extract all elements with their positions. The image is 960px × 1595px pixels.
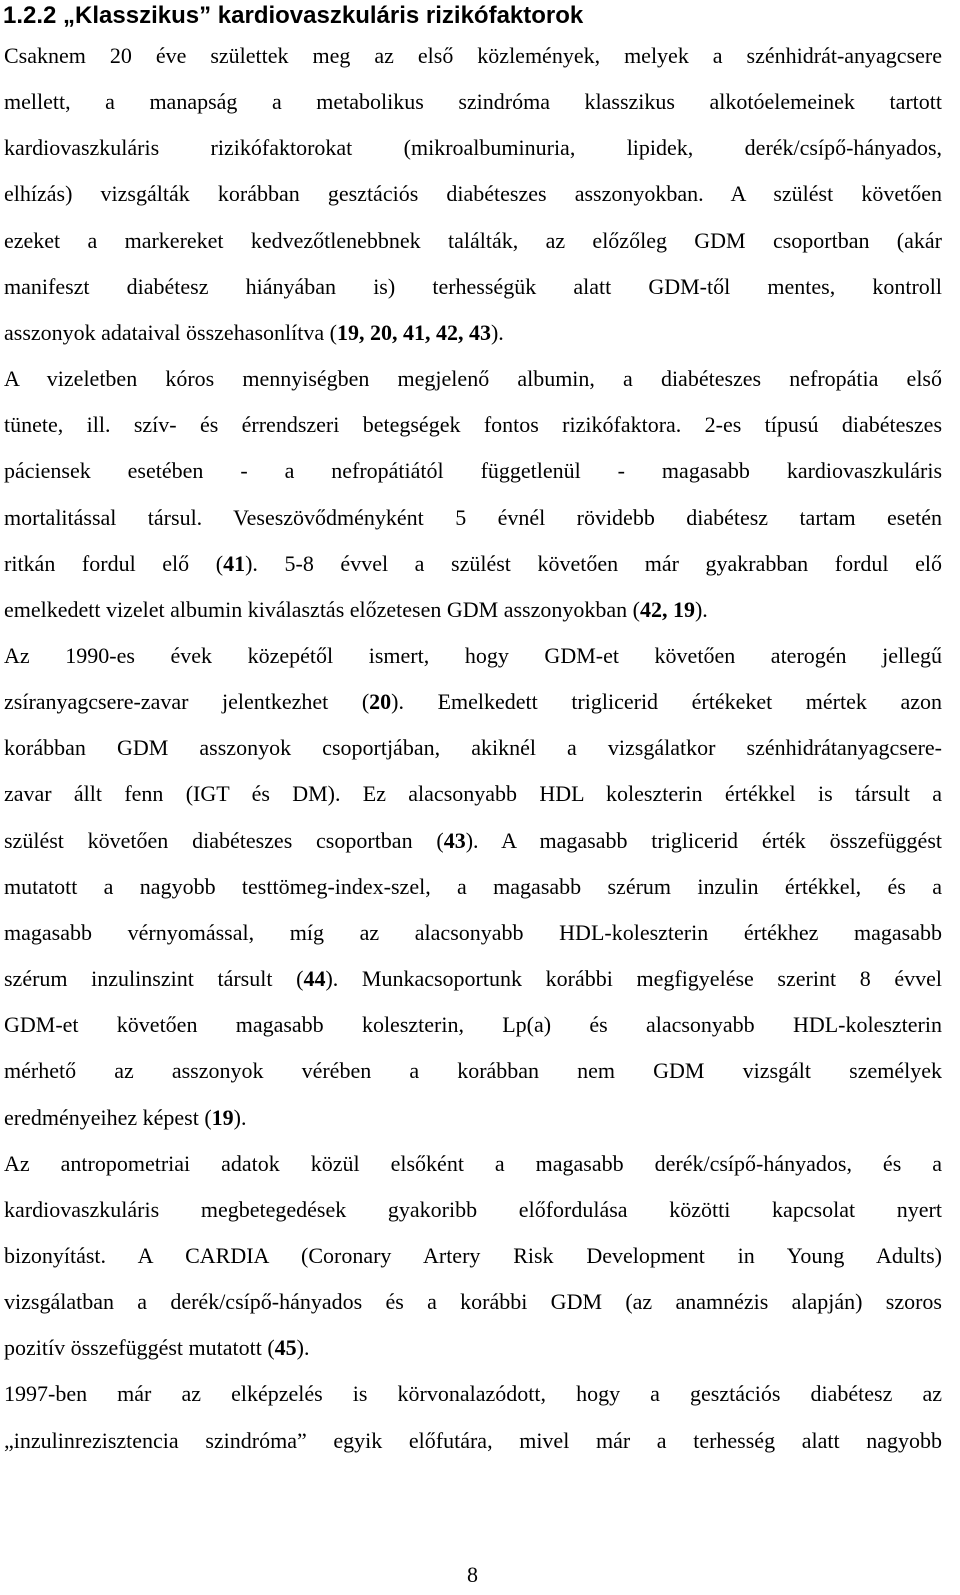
section-heading: 1.2.2 „Klasszikus” kardiovaszkuláris rizikófaktorok	[3, 2, 584, 29]
text-run: zsíranyagcsere-zavar jelentkezhet (	[4, 689, 370, 715]
text-line	[4, 496, 942, 540]
text-line	[4, 1234, 942, 1278]
text-run: 1997-ben már az elképzelés is körvonalazódott, hogy a gesztációs diabétesz az	[4, 1381, 942, 1407]
text-run: ).	[233, 1104, 247, 1130]
text-run: ). Emelkedett triglicerid értékeket mértek azon	[391, 689, 942, 715]
text-run: Az 1990-es évek közepétől ismert, hogy GDM-et követően aterogén jellegű	[4, 642, 942, 668]
text-line	[4, 957, 942, 1001]
page-number: 8	[467, 1562, 478, 1587]
text-run: mutatott a nagyobb testtömeg-index-szel, a magasabb szérum inzulin értékkel, és a	[4, 873, 942, 899]
text-line	[4, 634, 942, 678]
citation-ref: 20	[369, 689, 392, 715]
text-run: szérum inzulinszint társult (	[4, 966, 304, 991]
text-line	[4, 172, 942, 216]
text-run: páciensek esetében - a nefropátiától függetlenül - magasabb kardiovaszkuláris	[4, 458, 942, 484]
text-run: GDM-et követően magasabb koleszterin, Lp(a) és alacsonyabb HDL-koleszterin	[4, 1012, 942, 1038]
text-run: korábban GDM asszonyok csoportjában, akiknél a vizsgálatkor szénhidrátanyagcsere-	[4, 735, 942, 761]
text-line	[4, 1372, 942, 1416]
text-run: asszonyok adataival összehasonlítva (	[4, 319, 337, 345]
text-run: ). Munkacsoportunk korábbi megfigyelése szerint 8 évvel	[325, 966, 942, 991]
text-line	[4, 219, 942, 263]
text-run: ).	[490, 319, 504, 345]
text-run: magasabb vérnyomással, míg az alacsonyabb HDL-koleszterin értékhez magasabb	[4, 919, 942, 945]
text-line	[4, 449, 942, 493]
text-run: emelkedett vizelet albumin kiválasztás előzetesen GDM asszonyokban (	[4, 596, 640, 622]
text-line	[4, 1142, 942, 1186]
text-run: mortalitással társul. Veseszövődményként 5 évnél rövidebb diabétesz tartam esetén	[4, 504, 942, 530]
text-run: elhízás) vizsgálták korábban gesztációs diabéteszes asszonyokban. A szülést követően	[4, 181, 942, 207]
text-line	[4, 1049, 942, 1093]
text-run: ).	[296, 1335, 310, 1361]
text-run: zavar állt fenn (IGT és DM). Ez alacsonyabb HDL koleszterin értékkel is társult a	[4, 781, 942, 807]
text-line	[4, 772, 942, 816]
text-run: ritkán fordul elő (	[4, 550, 224, 576]
text-run: pozitív összefüggést mutatott (	[4, 1335, 275, 1361]
text-run: eredményeihez képest (	[4, 1104, 212, 1130]
text-line	[4, 542, 942, 586]
text-run: ). 5-8 évvel a szülést követően már gyakrabban fordul elő	[245, 550, 942, 576]
text-run: manifeszt diabétesz hiányában is) terhességük alatt GDM-től mentes, kontroll	[4, 273, 942, 299]
text-line	[4, 865, 942, 909]
citation-ref: 44	[303, 966, 326, 991]
text-line	[4, 1419, 942, 1463]
text-run: szülést követően diabéteszes csoportban (	[4, 827, 444, 853]
text-run: ). A magasabb triglicerid érték összefüggést	[465, 827, 942, 853]
citation-ref: 19, 20, 41, 42, 43	[336, 319, 491, 345]
text-line	[4, 911, 942, 955]
citation-ref: 41	[223, 550, 246, 576]
text-run: ezeket a markereket kedvezőtlenebbnek találták, az előzőleg GDM csoportban (akár	[4, 227, 942, 253]
text-run: mérhető az asszonyok vérében a korábban nem GDM vizsgált személyek	[4, 1058, 942, 1084]
text-line	[4, 265, 942, 309]
text-line	[4, 311, 942, 355]
text-run: A vizeletben kóros mennyiségben megjelenő albumin, a diabéteszes nefropátia első	[4, 366, 942, 392]
text-run: ).	[694, 596, 708, 622]
text-line	[4, 726, 942, 770]
text-line	[4, 80, 942, 124]
text-line	[4, 1280, 942, 1324]
text-run: Csaknem 20 éve születtek meg az első közlemények, melyek a szénhidrát-anyagcsere	[4, 43, 942, 68]
text-line	[4, 819, 942, 863]
citation-ref: 42, 19	[639, 596, 695, 622]
citation-ref: 45	[274, 1335, 297, 1361]
text-line	[4, 403, 942, 447]
text-line	[4, 680, 942, 724]
text-run: mellett, a manapság a metabolikus szindróma klasszikus alkotóelemeinek tartott	[4, 89, 942, 115]
text-run: vizsgálatban a derék/csípő-hányados és a korábbi GDM (az anamnézis alapján) szoros	[4, 1289, 942, 1314]
text-run: kardiovaszkuláris megbetegedések gyakoribb előfordulása közötti kapcsolat nyert	[4, 1196, 942, 1222]
text-run: kardiovaszkuláris rizikófaktorokat (mikroalbuminuria, lipidek, derék/csípő-hányados,	[4, 135, 942, 161]
text-line	[4, 126, 942, 170]
text-line	[4, 357, 942, 401]
text-line	[4, 1326, 942, 1370]
text-line	[4, 34, 942, 78]
citation-ref: 19	[211, 1104, 234, 1130]
text-line	[4, 1003, 942, 1047]
text-run: bizonyítást. A CARDIA (Coronary Artery Risk Development in Young Adults)	[4, 1242, 942, 1268]
text-line	[4, 1188, 942, 1232]
text-line	[4, 588, 942, 632]
text-run: „inzulinrezisztencia szindróma” egyik előfutára, mivel már a terhesség alatt nagyobb	[4, 1427, 942, 1453]
citation-ref: 43	[443, 827, 466, 853]
text-run: Az antropometriai adatok közül elsőként a magasabb derék/csípő-hányados, és a	[4, 1150, 942, 1176]
text-line	[4, 1096, 942, 1140]
text-run: tünete, ill. szív- és érrendszeri betegségek fontos rizikófaktora. 2-es típusú diabéteszes	[4, 412, 942, 438]
